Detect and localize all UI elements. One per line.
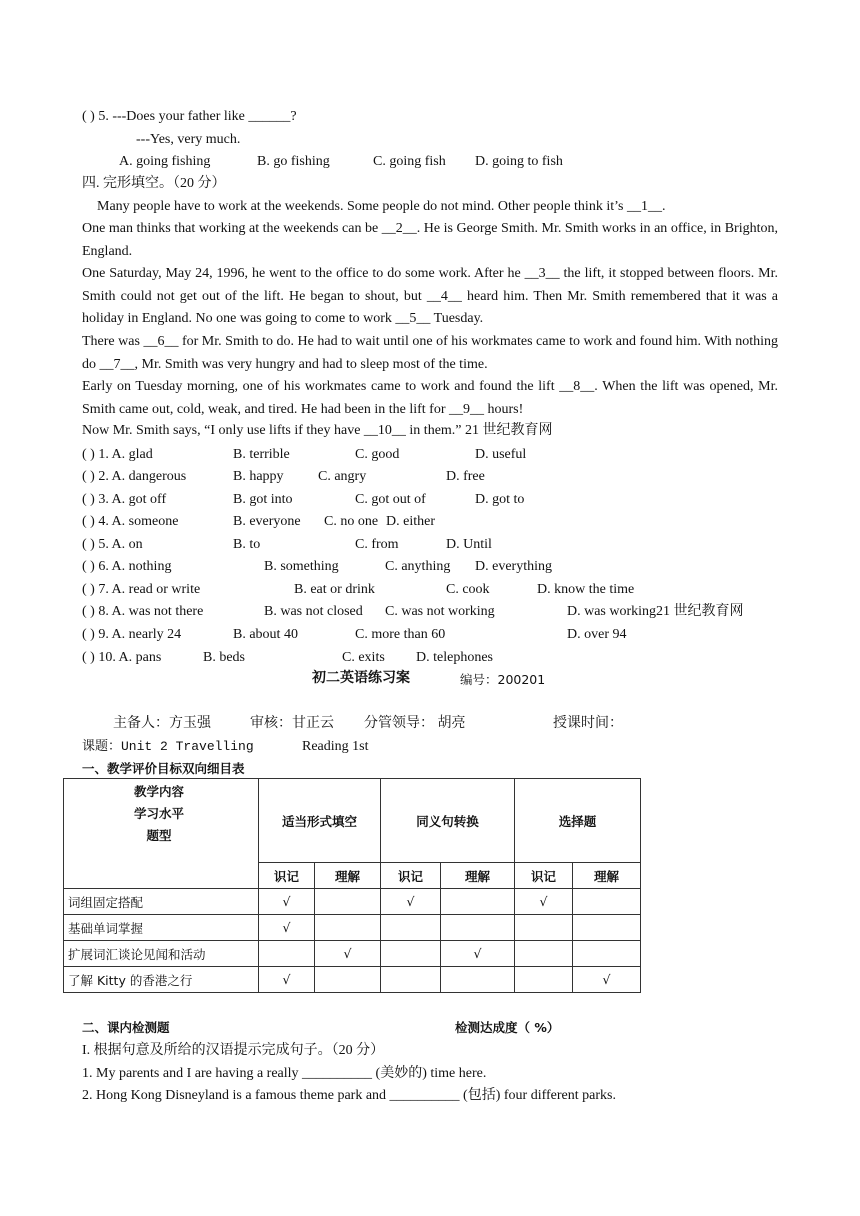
evaluation-table [63,778,641,993]
cloze-q8-b: B. was not closed [264,604,363,619]
cloze-q3-d: D. got to [475,492,525,507]
sentence-1: 1. My parents and I are having a really __________ (美妙的) time here. [82,1066,487,1081]
check-cell [441,915,515,941]
check-cell: √ [315,941,381,967]
cloze-q1-d: D. useful [475,447,527,462]
cloze-q9-a: ( ) 9. A. nearly 24 [82,627,182,642]
table-row [64,941,641,967]
cloze-q2-d: D. free [446,469,485,484]
cloze-q6-b: B. something [264,559,339,574]
check-cell: √ [441,941,515,967]
check-cell [515,915,573,941]
cloze-q1-c: C. good [355,447,400,462]
preparer: 主备人：方玉强 [113,716,211,731]
section1-heading: 一、教学评价目标双向细目表 [82,761,245,776]
check-cell: √ [259,889,315,915]
cloze-q9-c: C. more than 60 [355,627,446,642]
check-cell: √ [573,967,641,993]
cloze-q9-d: D. over 94 [567,627,627,642]
sub-recall: 识记 [259,863,315,889]
check-cell [573,889,641,915]
row-label: 基础单词掌握 [64,915,259,941]
cloze-q3-a: ( ) 3. A. got off [82,492,167,507]
row-label: 了解 Kitty 的香港之行 [64,967,259,993]
col-fill-blank: 适当形式填空 [259,779,381,863]
sub-understand: 理解 [573,863,641,889]
sub-recall: 识记 [515,863,573,889]
q5-option-c: C. going fish [373,154,446,169]
sentence-2: 2. Hong Kong Disneyland is a famous theme park and __________ (包括) four different parks. [82,1088,616,1103]
achievement-rate: 检测达成度（ %） [455,1020,560,1035]
check-cell: √ [381,889,441,915]
topic-part: Reading 1st [302,739,369,754]
check-cell [315,889,381,915]
cloze-q10-b: B. beds [203,650,245,665]
cloze-q6-c: C. anything [385,559,451,574]
table-row [64,967,641,993]
sub-understand: 理解 [441,863,515,889]
part1-instruction: I. 根据句意及所给的汉语提示完成句子。（20 分） [82,1043,385,1058]
cloze-q9-b: B. about 40 [233,627,298,642]
check-cell [315,915,381,941]
section2-heading: 二、课内检测题 [82,1020,170,1035]
reviewer: 审核：甘正云 [250,716,334,731]
check-cell [573,915,641,941]
cloze-q8-d: D. was working21 世纪教育网 [567,604,744,619]
check-cell [441,967,515,993]
cloze-q5-a: ( ) 5. A. on [82,537,143,552]
cloze-q2-b: B. happy [233,469,284,484]
cloze-q7-c: C. cook [446,582,490,597]
cloze-paragraph: Early on Tuesday morning, one of his workmates came to work and found the lift __8__. When the lift was opened, Mr. Smith came out, cold, weak, and tired. He had been in the lift for __9__ hours! [82,379,778,417]
cloze-paragraph: Many people have to work at the weekends. Some people do not mind. Other people think it’s __1__. [97,199,666,214]
cloze-q7-d: D. know the time [537,582,635,597]
cloze-q5-b: B. to [233,537,261,552]
cloze-heading: 四. 完形填空。（20 分） [82,176,226,191]
sub-understand: 理解 [315,863,381,889]
corner-level: 学习水平 [133,806,184,821]
cloze-paragraph: Now Mr. Smith says, “I only use lifts if they have __10__ in them.” 21 世纪教育网 [82,423,553,438]
check-cell [381,941,441,967]
check-cell [441,889,515,915]
check-cell: √ [515,889,573,915]
cloze-q3-b: B. got into [233,492,293,507]
cloze-q6-a: ( ) 6. A. nothing [82,559,172,574]
cloze-q6-d: D. everything [475,559,552,574]
cloze-q4-c: C. no one [324,514,379,529]
check-cell [515,967,573,993]
check-cell: √ [259,915,315,941]
table-corner-cell [64,779,259,889]
cloze-q1-b: B. terrible [233,447,290,462]
topic-label: 课题：Unit 2 Travelling [82,739,254,754]
row-label: 词组固定搭配 [64,889,259,915]
cloze-q5-d: D. Until [446,537,492,552]
cloze-q8-c: C. was not working [385,604,495,619]
cloze-q5-c: C. from [355,537,399,552]
corner-content: 教学内容 [133,784,184,799]
check-cell [381,967,441,993]
check-cell [515,941,573,967]
cloze-paragraph: One Saturday, May 24, 1996, he went to the office to do some work. After he __3__ the lift, it stopped between floors. Mr. Smith could not get out of the lift. He began to shout, but __4__ heard him. Then Mr. Smith remembered that it was a holiday in England. No one was going to come to work __5__ Tuesday. [82,266,778,327]
q5-option-d: D. going to fish [475,154,563,169]
cloze-q8-a: ( ) 8. A. was not there [82,604,204,619]
worksheet-code: 编号：200201 [460,672,546,687]
cloze-paragraph: There was __6__ for Mr. Smith to do. He had to wait until one of his workmates came to work and found him. With nothing do __7__, Mr. Smith was very hungry and had to sleep most of the time. [82,334,778,372]
table-row [64,889,641,915]
q5-option-b: B. go fishing [257,154,330,169]
row-label: 扩展词汇谈论见闻和活动 [64,941,259,967]
cloze-q1-a: ( ) 1. A. glad [82,447,153,462]
q5-answer: ---Yes, very much. [136,132,241,147]
check-cell [259,941,315,967]
leader: 分管领导： 胡亮 [364,716,466,731]
cloze-q4-a: ( ) 4. A. someone [82,514,179,529]
check-cell [315,967,381,993]
cloze-q3-c: C. got out of [355,492,426,507]
cloze-q4-b: B. everyone [233,514,301,529]
table-row [64,915,641,941]
cloze-q7-a: ( ) 7. A. read or write [82,582,201,597]
cloze-q4-d: D. either [386,514,435,529]
sub-recall: 识记 [381,863,441,889]
cloze-q10-c: C. exits [342,650,385,665]
cloze-q10-d: D. telephones [416,650,493,665]
cloze-paragraph: One man thinks that working at the weekends can be __2__. He is George Smith. Mr. Smith works in an office, in Brighton, England. [82,221,778,259]
worksheet-title: 初二英语练习案 [312,670,410,686]
col-rewrite: 同义句转换 [381,779,515,863]
check-cell [381,915,441,941]
lesson-time: 授课时间： [553,716,623,731]
cloze-q2-c: C. angry [318,469,367,484]
cloze-q2-a: ( ) 2. A. dangerous [82,469,187,484]
check-cell: √ [259,967,315,993]
cloze-q7-b: B. eat or drink [294,582,375,597]
cloze-q10-a: ( ) 10. A. pans [82,650,162,665]
q5-option-a: A. going fishing [119,154,211,169]
check-cell [573,941,641,967]
q5-stem: ( ) 5. ---Does your father like ______? [82,109,297,124]
corner-type: 题型 [146,828,172,843]
col-choice: 选择题 [515,779,641,863]
